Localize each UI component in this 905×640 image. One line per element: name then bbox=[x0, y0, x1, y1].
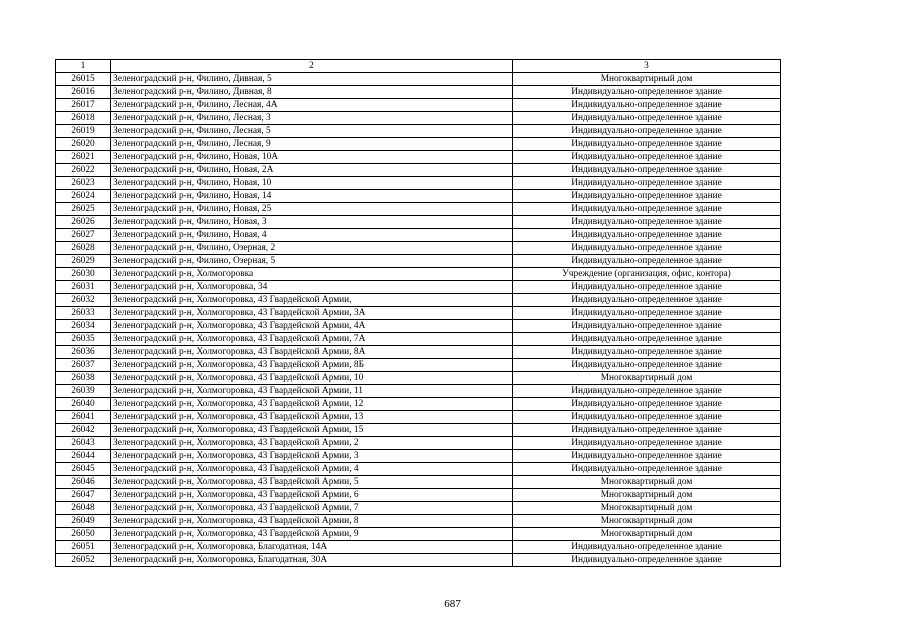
building-type-cell: Индивидуально-определенное здание bbox=[513, 554, 781, 567]
address-cell: Зеленоградский р-н, Холмогоровка, 43 Гвардейской Армии, 7А bbox=[111, 333, 513, 346]
address-cell: Зеленоградский р-н, Филино, Новая, 2А bbox=[111, 164, 513, 177]
building-type-cell: Индивидуально-определенное здание bbox=[513, 320, 781, 333]
building-type-cell: Индивидуально-определенное здание bbox=[513, 450, 781, 463]
building-type-cell: Индивидуально-определенное здание bbox=[513, 242, 781, 255]
row-number-cell: 26048 bbox=[56, 502, 111, 515]
table-row bbox=[56, 151, 781, 164]
building-type-cell: Многоквартирный дом bbox=[513, 476, 781, 489]
table-row bbox=[56, 385, 781, 398]
row-number-cell: 26031 bbox=[56, 281, 111, 294]
table-row bbox=[56, 515, 781, 528]
address-cell: Зеленоградский р-н, Холмогоровка bbox=[111, 268, 513, 281]
address-cell: Зеленоградский р-н, Филино, Дивная, 5 bbox=[111, 73, 513, 86]
table-row bbox=[56, 112, 781, 125]
row-number-cell: 26024 bbox=[56, 190, 111, 203]
table-row bbox=[56, 372, 781, 385]
registry-table bbox=[55, 59, 781, 567]
address-cell: Зеленоградский р-н, Холмогоровка, 43 Гвардейской Армии, 6 bbox=[111, 489, 513, 502]
address-cell: Зеленоградский р-н, Холмогоровка, 43 Гвардейской Армии, 15 bbox=[111, 424, 513, 437]
table-row bbox=[56, 489, 781, 502]
row-number-cell: 26022 bbox=[56, 164, 111, 177]
address-cell: Зеленоградский р-н, Холмогоровка, 34 bbox=[111, 281, 513, 294]
address-cell: Зеленоградский р-н, Холмогоровка, 43 Гвардейской Армии, 13 bbox=[111, 411, 513, 424]
row-number-cell: 26017 bbox=[56, 99, 111, 112]
address-cell: Зеленоградский р-н, Холмогоровка, 43 Гвардейской Армии, 10 bbox=[111, 372, 513, 385]
address-cell: Зеленоградский р-н, Филино, Лесная, 9 bbox=[111, 138, 513, 151]
building-type-cell: Индивидуально-определенное здание bbox=[513, 346, 781, 359]
address-cell: Зеленоградский р-н, Холмогоровка, 43 Гвардейской Армии, 2 bbox=[111, 437, 513, 450]
address-cell: Зеленоградский р-н, Холмогоровка, 43 Гвардейской Армии, 7 bbox=[111, 502, 513, 515]
row-number-cell: 26032 bbox=[56, 294, 111, 307]
address-cell: Зеленоградский р-н, Холмогоровка, 43 Гвардейской Армии, 8 bbox=[111, 515, 513, 528]
building-type-cell: Индивидуально-определенное здание bbox=[513, 281, 781, 294]
row-number-cell: 26041 bbox=[56, 411, 111, 424]
row-number-cell: 26033 bbox=[56, 307, 111, 320]
table-row bbox=[56, 125, 781, 138]
table-row bbox=[56, 73, 781, 86]
row-number-cell: 26020 bbox=[56, 138, 111, 151]
table-row bbox=[56, 177, 781, 190]
building-type-cell: Многоквартирный дом bbox=[513, 489, 781, 502]
building-type-cell: Индивидуально-определенное здание bbox=[513, 385, 781, 398]
address-cell: Зеленоградский р-н, Холмогоровка, 43 Гвардейской Армии, bbox=[111, 294, 513, 307]
table-row bbox=[56, 203, 781, 216]
row-number-cell: 26029 bbox=[56, 255, 111, 268]
building-type-cell: Индивидуально-определенное здание bbox=[513, 359, 781, 372]
address-cell: Зеленоградский р-н, Филино, Новая, 25 bbox=[111, 203, 513, 216]
table-row bbox=[56, 398, 781, 411]
row-number-cell: 26026 bbox=[56, 216, 111, 229]
row-number-cell: 26052 bbox=[56, 554, 111, 567]
address-cell: Зеленоградский р-н, Холмогоровка, 43 Гвардейской Армии, 3А bbox=[111, 307, 513, 320]
address-cell: Зеленоградский р-н, Филино, Новая, 10 bbox=[111, 177, 513, 190]
address-cell: Зеленоградский р-н, Холмогоровка, 43 Гвардейской Армии, 12 bbox=[111, 398, 513, 411]
header-cell-col1: 1 bbox=[56, 60, 111, 73]
row-number-cell: 26023 bbox=[56, 177, 111, 190]
header-cell-col2: 2 bbox=[111, 60, 513, 73]
row-number-cell: 26043 bbox=[56, 437, 111, 450]
table-row bbox=[56, 476, 781, 489]
row-number-cell: 26039 bbox=[56, 385, 111, 398]
address-cell: Зеленоградский р-н, Филино, Озерная, 5 bbox=[111, 255, 513, 268]
building-type-cell: Индивидуально-определенное здание bbox=[513, 112, 781, 125]
table-row bbox=[56, 242, 781, 255]
building-type-cell: Индивидуально-определенное здание bbox=[513, 125, 781, 138]
table-row bbox=[56, 268, 781, 281]
row-number-cell: 26046 bbox=[56, 476, 111, 489]
address-cell: Зеленоградский р-н, Холмогоровка, 43 Гвардейской Армии, 3 bbox=[111, 450, 513, 463]
row-number-cell: 26045 bbox=[56, 463, 111, 476]
address-cell: Зеленоградский р-н, Холмогоровка, 43 Гвардейской Армии, 4 bbox=[111, 463, 513, 476]
address-cell: Зеленоградский р-н, Холмогоровка, 43 Гвардейской Армии, 8Б bbox=[111, 359, 513, 372]
address-cell: Зеленоградский р-н, Холмогоровка, 43 Гвардейской Армии, 5 bbox=[111, 476, 513, 489]
row-number-cell: 26040 bbox=[56, 398, 111, 411]
row-number-cell: 26042 bbox=[56, 424, 111, 437]
table-row bbox=[56, 294, 781, 307]
building-type-cell: Индивидуально-определенное здание bbox=[513, 216, 781, 229]
table-row bbox=[56, 502, 781, 515]
building-type-cell: Индивидуально-определенное здание bbox=[513, 424, 781, 437]
table-row bbox=[56, 346, 781, 359]
row-number-cell: 26051 bbox=[56, 541, 111, 554]
table-row bbox=[56, 86, 781, 99]
address-cell: Зеленоградский р-н, Филино, Новая, 4 bbox=[111, 229, 513, 242]
table-header-row bbox=[56, 60, 781, 73]
building-type-cell: Индивидуально-определенное здание bbox=[513, 229, 781, 242]
table-row bbox=[56, 164, 781, 177]
table-body bbox=[56, 73, 781, 567]
row-number-cell: 26021 bbox=[56, 151, 111, 164]
building-type-cell: Индивидуально-определенное здание bbox=[513, 255, 781, 268]
row-number-cell: 26034 bbox=[56, 320, 111, 333]
row-number-cell: 26047 bbox=[56, 489, 111, 502]
table-row bbox=[56, 359, 781, 372]
row-number-cell: 26044 bbox=[56, 450, 111, 463]
building-type-cell: Индивидуально-определенное здание bbox=[513, 463, 781, 476]
building-type-cell: Индивидуально-определенное здание bbox=[513, 164, 781, 177]
building-type-cell: Индивидуально-определенное здание bbox=[513, 151, 781, 164]
table-row bbox=[56, 437, 781, 450]
table-row bbox=[56, 138, 781, 151]
row-number-cell: 26038 bbox=[56, 372, 111, 385]
building-type-cell: Многоквартирный дом bbox=[513, 528, 781, 541]
building-type-cell: Индивидуально-определенное здание bbox=[513, 177, 781, 190]
table-row bbox=[56, 190, 781, 203]
row-number-cell: 26030 bbox=[56, 268, 111, 281]
building-type-cell: Индивидуально-определенное здание bbox=[513, 307, 781, 320]
page-number: 687 bbox=[444, 598, 461, 610]
table-row bbox=[56, 450, 781, 463]
building-type-cell: Индивидуально-определенное здание bbox=[513, 190, 781, 203]
row-number-cell: 26037 bbox=[56, 359, 111, 372]
building-type-cell: Индивидуально-определенное здание bbox=[513, 411, 781, 424]
building-type-cell: Индивидуально-определенное здание bbox=[513, 203, 781, 216]
row-number-cell: 26028 bbox=[56, 242, 111, 255]
row-number-cell: 26027 bbox=[56, 229, 111, 242]
table-row bbox=[56, 411, 781, 424]
building-type-cell: Индивидуально-определенное здание bbox=[513, 437, 781, 450]
table-row bbox=[56, 554, 781, 567]
address-cell: Зеленоградский р-н, Холмогоровка, 43 Гвардейской Армии, 4А bbox=[111, 320, 513, 333]
table-row bbox=[56, 99, 781, 112]
address-cell: Зеленоградский р-н, Холмогоровка, 43 Гвардейской Армии, 11 bbox=[111, 385, 513, 398]
address-cell: Зеленоградский р-н, Филино, Лесная, 5 bbox=[111, 125, 513, 138]
row-number-cell: 26036 bbox=[56, 346, 111, 359]
address-cell: Зеленоградский р-н, Холмогоровка, 43 Гвардейской Армии, 9 bbox=[111, 528, 513, 541]
building-type-cell: Индивидуально-определенное здание bbox=[513, 99, 781, 112]
building-type-cell: Многоквартирный дом bbox=[513, 515, 781, 528]
table-row bbox=[56, 463, 781, 476]
row-number-cell: 26015 bbox=[56, 73, 111, 86]
header-cell-col3: 3 bbox=[513, 60, 781, 73]
address-cell: Зеленоградский р-н, Холмогоровка, Благодатная, 14А bbox=[111, 541, 513, 554]
address-cell: Зеленоградский р-н, Филино, Лесная, 3 bbox=[111, 112, 513, 125]
row-number-cell: 26035 bbox=[56, 333, 111, 346]
table-row bbox=[56, 541, 781, 554]
table-row bbox=[56, 281, 781, 294]
building-type-cell: Индивидуально-определенное здание bbox=[513, 86, 781, 99]
building-type-cell: Индивидуально-определенное здание bbox=[513, 541, 781, 554]
table-row bbox=[56, 307, 781, 320]
building-type-cell: Многоквартирный дом bbox=[513, 73, 781, 86]
table-row bbox=[56, 216, 781, 229]
building-type-cell: Индивидуально-определенное здание bbox=[513, 294, 781, 307]
row-number-cell: 26049 bbox=[56, 515, 111, 528]
table-row bbox=[56, 229, 781, 242]
building-type-cell: Индивидуально-определенное здание bbox=[513, 138, 781, 151]
table-row bbox=[56, 528, 781, 541]
address-cell: Зеленоградский р-н, Филино, Новая, 14 bbox=[111, 190, 513, 203]
row-number-cell: 26019 bbox=[56, 125, 111, 138]
row-number-cell: 26050 bbox=[56, 528, 111, 541]
building-type-cell: Индивидуально-определенное здание bbox=[513, 333, 781, 346]
address-cell: Зеленоградский р-н, Холмогоровка, 43 Гвардейской Армии, 8А bbox=[111, 346, 513, 359]
building-type-cell: Многоквартирный дом bbox=[513, 372, 781, 385]
building-type-cell: Индивидуально-определенное здание bbox=[513, 398, 781, 411]
address-cell: Зеленоградский р-н, Холмогоровка, Благодатная, 30А bbox=[111, 554, 513, 567]
table-row bbox=[56, 333, 781, 346]
row-number-cell: 26018 bbox=[56, 112, 111, 125]
address-cell: Зеленоградский р-н, Филино, Озерная, 2 bbox=[111, 242, 513, 255]
address-cell: Зеленоградский р-н, Филино, Дивная, 8 bbox=[111, 86, 513, 99]
building-type-cell: Многоквартирный дом bbox=[513, 502, 781, 515]
row-number-cell: 26016 bbox=[56, 86, 111, 99]
address-cell: Зеленоградский р-н, Филино, Новая, 3 bbox=[111, 216, 513, 229]
row-number-cell: 26025 bbox=[56, 203, 111, 216]
building-type-cell: Учреждение (организация, офис, контора) bbox=[513, 268, 781, 281]
table-row bbox=[56, 320, 781, 333]
address-cell: Зеленоградский р-н, Филино, Новая, 10А bbox=[111, 151, 513, 164]
address-cell: Зеленоградский р-н, Филино, Лесная, 4А bbox=[111, 99, 513, 112]
table-row bbox=[56, 424, 781, 437]
table-row bbox=[56, 255, 781, 268]
